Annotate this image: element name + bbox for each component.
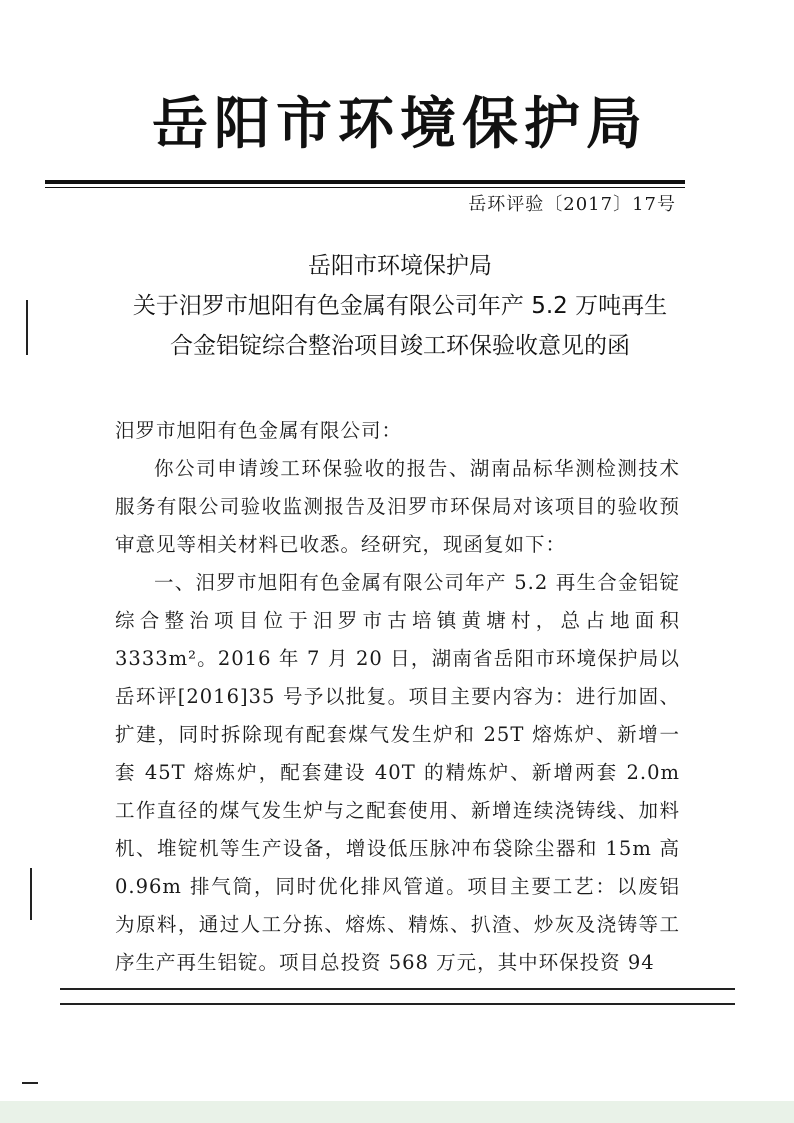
footer-rule-bottom <box>60 1003 735 1005</box>
binding-mark <box>30 868 32 920</box>
binding-mark <box>26 300 28 355</box>
title-line-2: 关于汨罗市旭阳有色金属有限公司年产 5.2 万吨再生 <box>132 293 668 319</box>
paragraph-2: 一、汨罗市旭阳有色金属有限公司年产 5.2 再生合金铝锭综合整治项目位于汨罗市古培镇黄塘村，总占地面积 3333m²。2016 年 7 月 20 日，湖南省岳阳市环境保护局以岳环评[2016]35 号予以批复。项目主要内容为：进行加固、扩建，同时拆除现有配套煤气发生炉和 25T 熔炼炉、新增一套 45T 熔炼炉，配套建设 40T 的精炼炉、新增两套 2.0m 工作直径的煤气发生炉与之配套使用、新增连续浇铸线、加料机、堆锭机等生产设备，增设低压脉冲布袋除尘器和 15m 高 0.96m 排气筒，同时优化排风管道。项目主要工艺：以废铝为原料，通过人工分拣、熔炼、精炼、扒渣、炒灰及浇铸等工序生产再生铝锭。项目总投资 568 万元，其中环保投资 94 <box>115 571 680 974</box>
scan-edge-bar <box>0 1101 794 1123</box>
paragraph-1: 你公司申请竣工环保验收的报告、湖南品标华测检测技术服务有限公司验收监测报告及汨罗市环保局对该项目的验收预审意见等相关材料已收悉。经研究，现函复如下： <box>115 457 680 556</box>
addressee: 汨罗市旭阳有色金属有限公司： <box>115 419 403 442</box>
scan-mark <box>22 1082 38 1084</box>
letterhead-org-name: 岳阳市环境保护局 <box>152 92 648 157</box>
footer-rule-top <box>60 988 735 990</box>
letter-body <box>115 412 680 982</box>
title-line-3: 合金铝锭综合整治项目竣工环保验收意见的函 <box>170 333 630 359</box>
document-number: 岳环评验〔2017〕17号 <box>468 194 676 215</box>
title-line-1: 岳阳市环境保护局 <box>308 253 492 279</box>
letterhead-rule-thick <box>45 180 685 184</box>
letterhead-rule-thin <box>45 187 685 188</box>
